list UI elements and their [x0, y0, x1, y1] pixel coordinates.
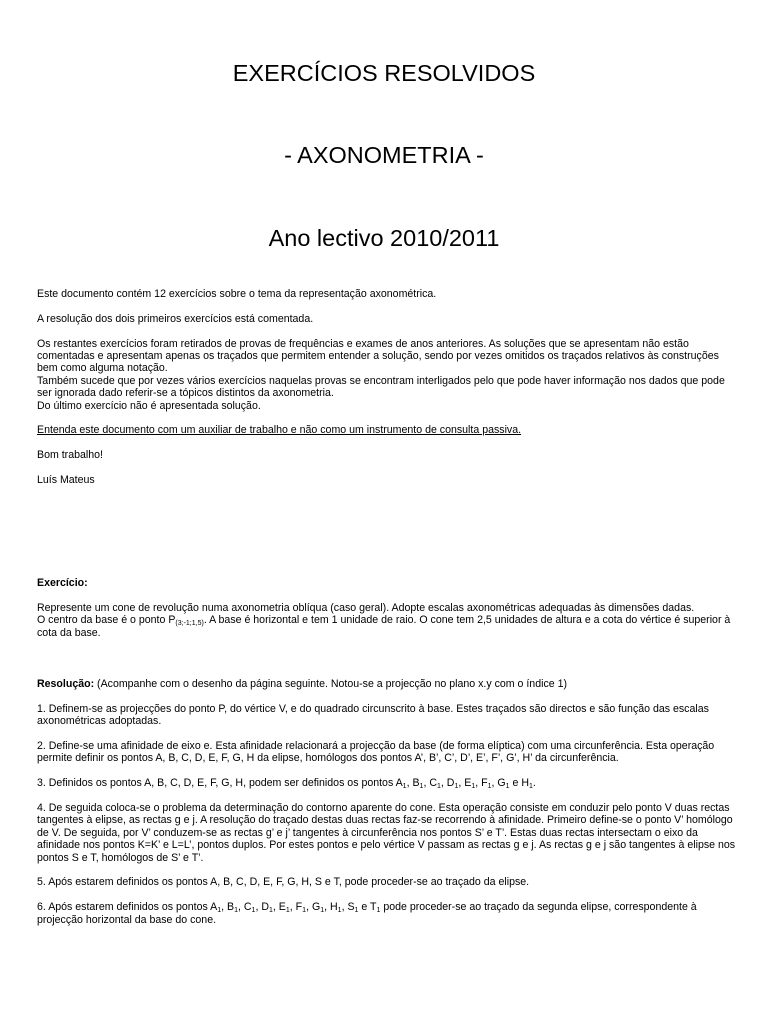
- text-fragment: B: [227, 901, 235, 914]
- text-fragment: C: [243, 901, 252, 914]
- point-coordinates: (3;-1;1,5): [175, 620, 204, 628]
- subscript: 1: [505, 783, 510, 791]
- document-topic: - AXONOMETRIA -: [284, 142, 484, 168]
- text-line: Os restantes exercícios foram retirados de provas de frequências e exames de anos anteriores. As soluções que se apresentam não estão: [37, 337, 689, 350]
- text-fragment: .: [532, 777, 536, 790]
- text-fragment: G: [311, 901, 321, 914]
- text-fragment: F: [295, 901, 303, 914]
- text-fragment: ,: [440, 777, 447, 790]
- subscript: 1: [487, 783, 492, 791]
- step-2: [37, 740, 759, 765]
- subscript: 1: [337, 907, 342, 915]
- subscript: 1: [454, 783, 459, 791]
- subscript: 1: [302, 907, 307, 915]
- resolution-section: [37, 678, 759, 926]
- text-fragment: E: [278, 901, 286, 914]
- text-fragment: G: [497, 777, 506, 790]
- text-fragment: ,: [475, 777, 482, 790]
- text-line: [37, 901, 759, 913]
- subscript: 1: [471, 783, 476, 791]
- text-line: 2. Define-se uma afinidade de eixo e. Esta afinidade relacionará a projecção da base (de forma elíptica) com uma circunferência. Esta operação: [37, 740, 715, 752]
- step-3: [37, 777, 759, 789]
- resolution-heading: Resolução:: [37, 678, 95, 690]
- subscript: 1: [419, 783, 424, 791]
- intro-paragraph: [37, 338, 759, 412]
- text-fragment: e: [509, 777, 522, 790]
- usage-note: Entenda este documento com um auxiliar de trabalho e não como um instrumento de consulta passiva.: [37, 424, 522, 437]
- subscript: 1: [376, 907, 381, 915]
- text-fragment: H: [521, 777, 529, 790]
- subscript: 1: [234, 907, 238, 915]
- subscript: 1: [437, 783, 441, 791]
- text-line: pontos S e T, homólogos de S’ e T’.: [37, 851, 204, 864]
- text-line: Represente um cone de revolução numa axonometria oblíqua (caso geral). Adopte escalas axonométricas adequadas às dimensões dadas.: [37, 601, 695, 614]
- text-fragment: D: [261, 901, 269, 914]
- subscript: 1: [217, 907, 222, 915]
- text-line: comentadas e apresentam apenas os traçados que permitem entender a solução, sendo por vezes omitidos os traçados relativos às construções: [37, 350, 719, 362]
- subscript: 1: [320, 907, 325, 915]
- text-line: 1. Definem-se as projecções do ponto P, do vértice V, e do quadrado circunscrito à base. Estes traçados são directos e são função das escalas: [37, 702, 709, 715]
- document-title: EXERCÍCIOS RESOLVIDOS: [232, 60, 536, 86]
- text-fragment: ,: [272, 901, 279, 914]
- text-line: bem como alguma notação.: [37, 362, 168, 375]
- text-fragment: . A base é horizontal e tem 1 unidade de raio. O cone tem 2,5 unidades de altura e a cota do vértice é superior à: [203, 614, 731, 627]
- text-line: axonométricas adoptadas.: [37, 715, 162, 728]
- text-fragment: ,: [221, 901, 228, 914]
- text-fragment: e: [358, 901, 371, 914]
- text-fragment: F: [481, 777, 488, 790]
- text-line: Também sucede que por vezes vários exercícios naquelas provas se encontram interligados pelo que pode haver informação nos dados que pode: [37, 374, 725, 387]
- subscript: 1: [269, 907, 273, 915]
- text-fragment: ,: [289, 901, 296, 914]
- text-line: de V. De seguida, por V’ conduzem-se as rectas g’ e j’ tangentes à circunferência nos pontos S’ e T’. Estas duas rectas intersectam o eixo da: [37, 826, 698, 839]
- text-line: ser ignorada dado referir-se a tópicos distintos da axonometria.: [37, 387, 334, 400]
- text-fragment: ,: [255, 901, 262, 914]
- greeting: Bom trabalho!: [37, 449, 103, 462]
- step-6: [37, 901, 759, 926]
- text-line: 4. De seguida coloca-se o problema da determinação do contorno aparente do cone. Esta operação consiste em conduzir pelo ponto V duas rectas: [37, 802, 730, 814]
- text-line: afinidade nos pontos K=K’ e L=L’, pontos duplos. Por estes pontos e pelo vértice V passam as rectas g e j. As rectas g e j são tangentes à elipse nos: [37, 839, 736, 852]
- text-line: cota da base.: [37, 626, 101, 639]
- text-fragment: C: [429, 777, 437, 790]
- text-fragment: pode proceder-se ao traçado da segunda elipse, correspondente à: [380, 901, 697, 914]
- intro-section: [37, 288, 759, 486]
- text-fragment: ,: [458, 777, 465, 790]
- school-year: Ano lectivo 2010/2011: [268, 225, 500, 251]
- step-4: [37, 802, 759, 864]
- author-name: Luís Mateus: [37, 474, 95, 487]
- subscript: 1: [285, 907, 290, 915]
- intro-paragraph: A resolução dos dois primeiros exercícios está comentada.: [37, 312, 314, 325]
- step-5: 5. Após estarem definidos os pontos A, B, C, D, E, F, G, H, S e T, pode proceder-se ao traçado da elipse.: [37, 876, 530, 889]
- text-fragment: ,: [324, 901, 330, 914]
- intro-paragraph: Este documento contém 12 exercícios sobre o tema da representação axonométrica.: [37, 288, 437, 300]
- text-fragment: ,: [406, 777, 413, 790]
- subscript: 1: [402, 783, 407, 791]
- exercise-section: [37, 577, 759, 639]
- text-fragment: D: [446, 777, 455, 790]
- text-fragment: ,: [491, 777, 498, 790]
- text-fragment: ,: [423, 777, 430, 790]
- text-fragment: T: [370, 901, 377, 914]
- text-fragment: 6. Após estarem definidos os pontos A: [37, 901, 218, 914]
- text-fragment: 3. Definidos os pontos A, B, C, D, E, F, G, H, podem ser definidos os pontos A: [37, 777, 403, 790]
- subscript: 1: [251, 907, 256, 915]
- resolution-note: (Acompanhe com o desenho da página seguinte. Notou-se a projecção no plano x.y com o índice 1): [94, 678, 568, 690]
- exercise-heading: Exercício:: [37, 577, 88, 589]
- text-fragment: S: [347, 901, 355, 914]
- text-line: permite definir os pontos A, B, C, D, E, F, G, H da elipse, homólogos dos pontos A’, B’, C’, D’, E’, F’, G’, H’ da circunferência.: [37, 752, 619, 765]
- subscript: 1: [529, 783, 533, 791]
- text-fragment: E: [464, 777, 472, 790]
- text-fragment: O centro da base é o ponto P: [37, 614, 176, 627]
- text-fragment: ,: [306, 901, 312, 914]
- step-1: [37, 703, 759, 728]
- text-fragment: H: [330, 901, 338, 914]
- text-line: tangentes à elipse, as rectas g e j. A resolução do traçado destas duas rectas faz-se recorrendo à afinidade. Primeiro define-se o ponto V’ homólogo: [37, 814, 733, 827]
- text-fragment: ,: [238, 901, 244, 914]
- text-line: projecção horizontal da base do cone.: [37, 913, 217, 926]
- subscript: 1: [354, 907, 359, 915]
- text-fragment: ,: [341, 901, 348, 914]
- text-line: Do último exercício não é apresentada solução.: [37, 399, 261, 412]
- text-line: [37, 614, 759, 626]
- text-fragment: B: [412, 777, 420, 790]
